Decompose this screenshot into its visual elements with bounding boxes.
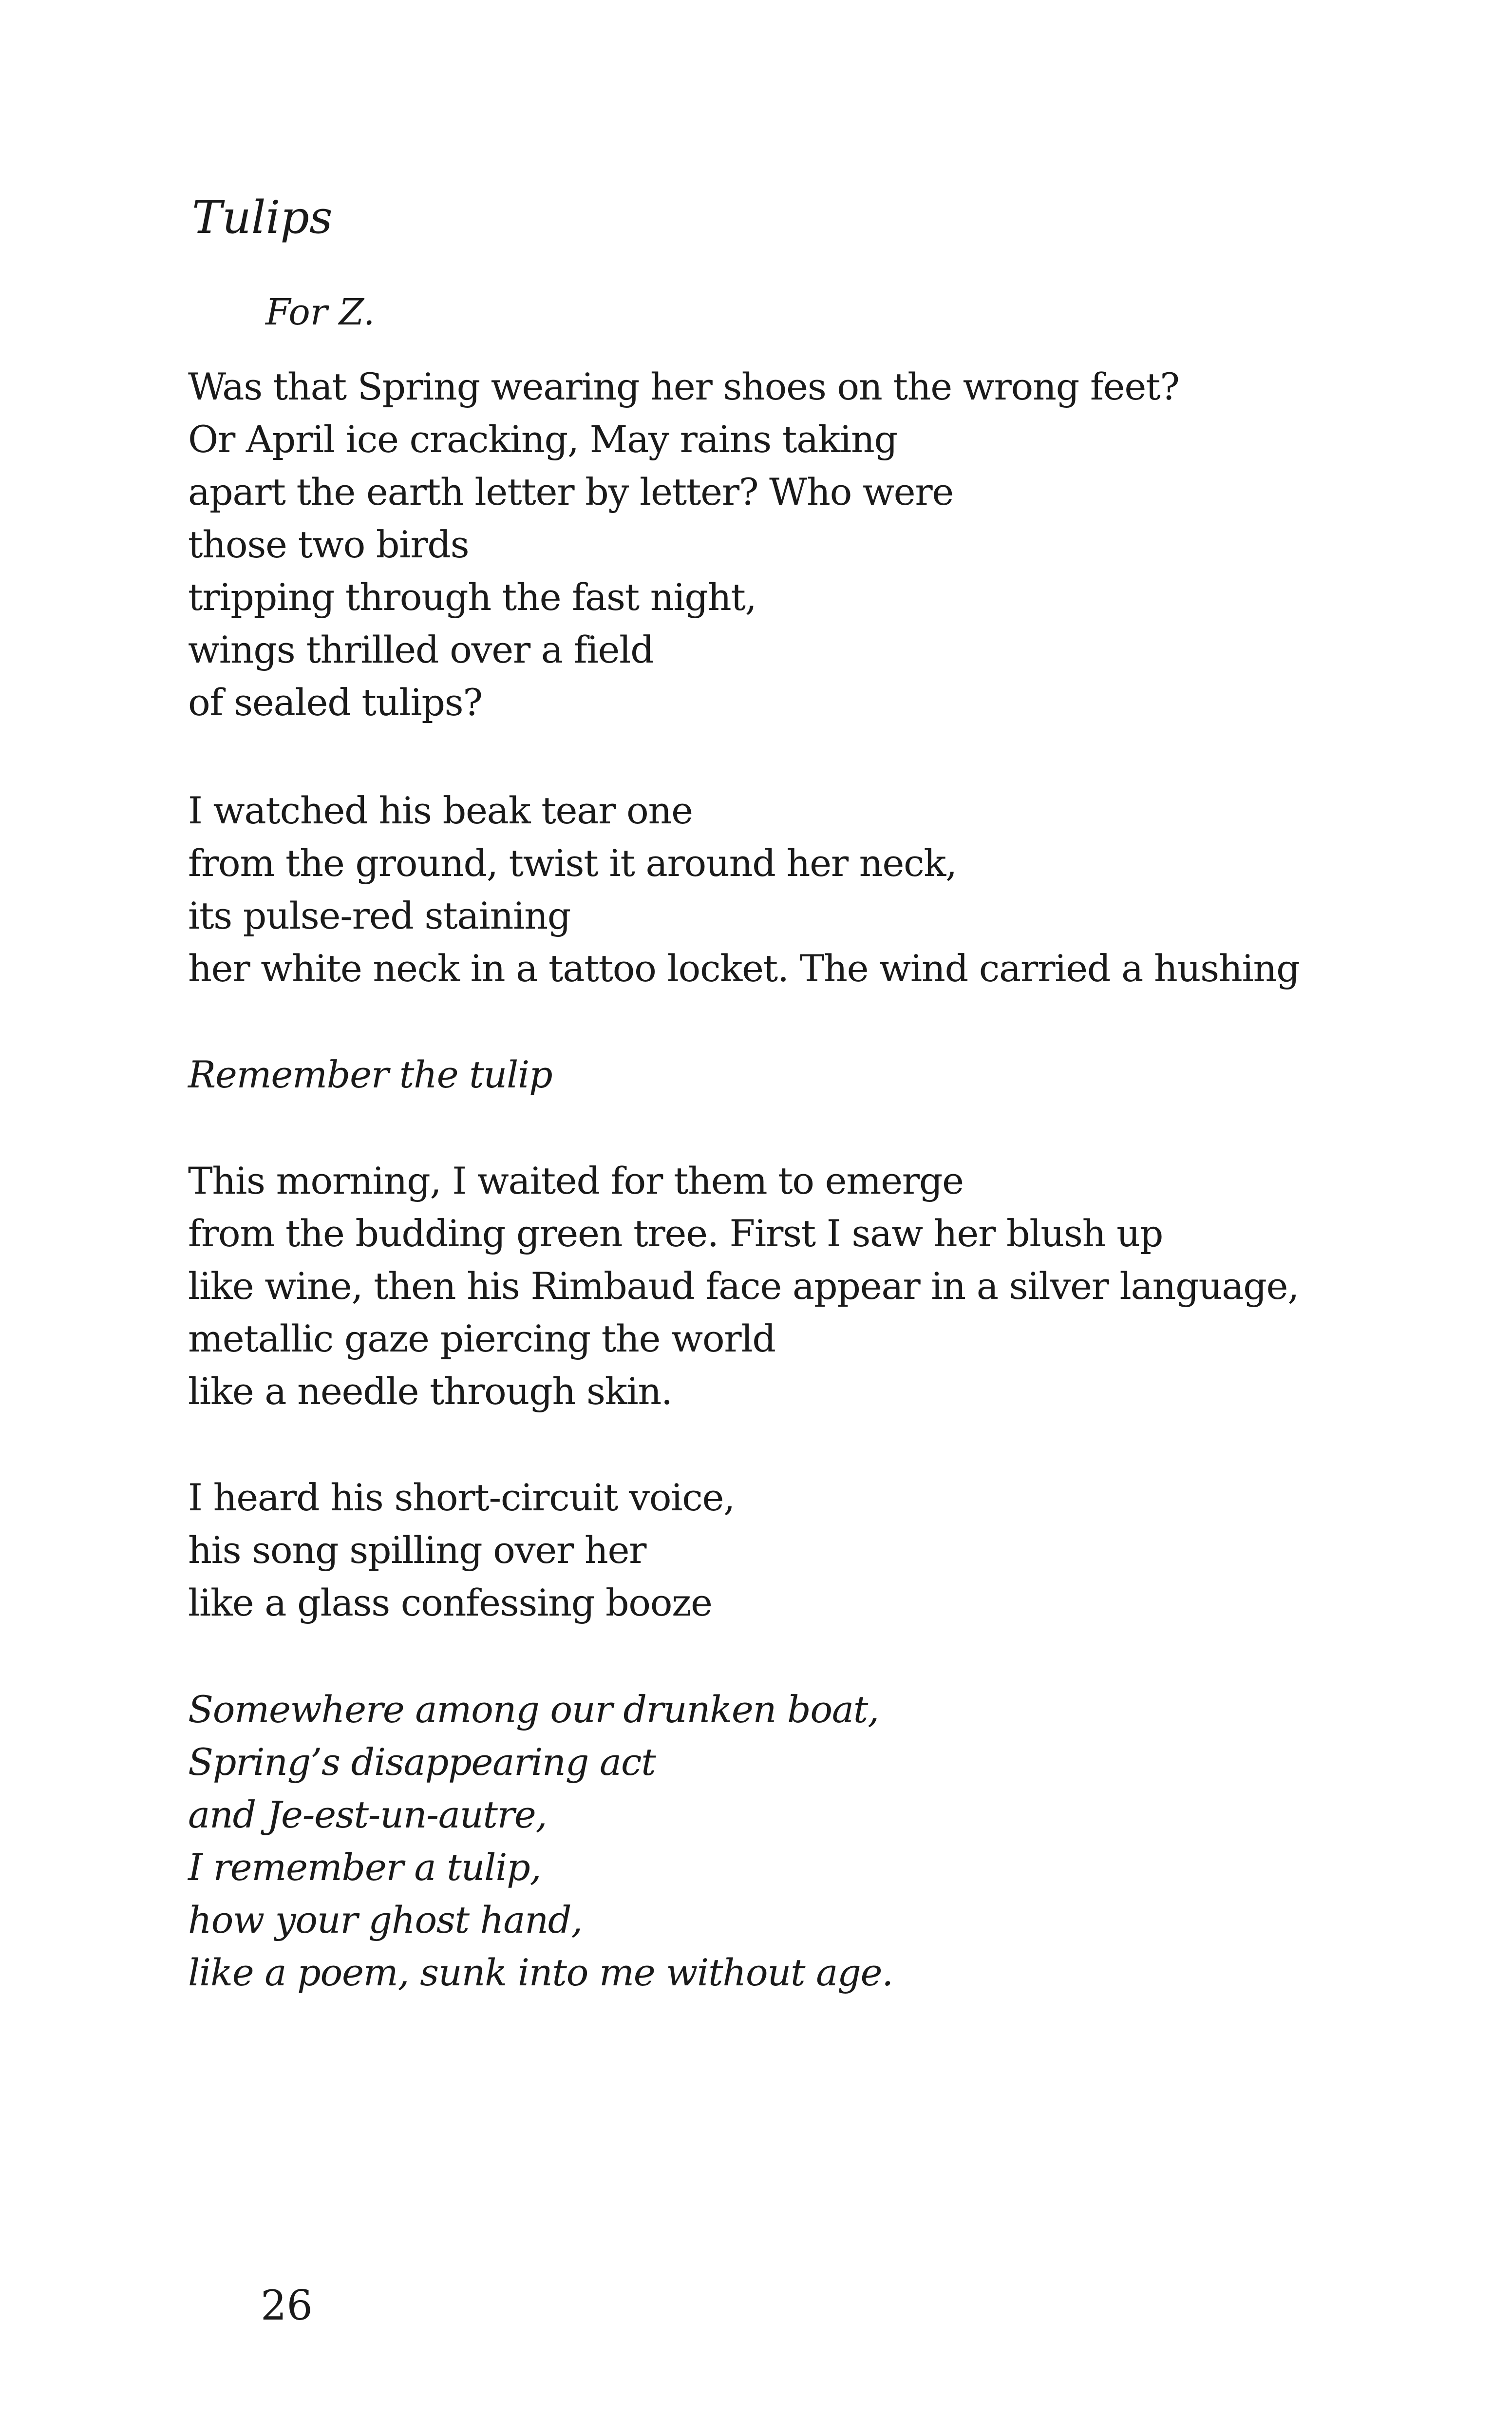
poem-line: like a poem, sunk into me without age. — [188, 1951, 893, 1994]
poem-line: from the ground, twist it around her neck, — [188, 841, 957, 885]
poem-line: tripping through the fast night, — [188, 575, 756, 619]
poem-line: Spring’s disappearing act — [188, 1740, 656, 1784]
poem-line: those two birds — [188, 523, 469, 566]
poem-line: apart the earth letter by letter? Who were — [188, 470, 954, 514]
poem-line: and Je-est-un-autre, — [188, 1793, 547, 1836]
poem-dedication: For Z. — [265, 291, 375, 333]
poem-line: of sealed tulips? — [188, 681, 482, 724]
poem-line: like wine, then his Rimbaud face appear in a silver language, — [188, 1264, 1299, 1308]
poem-line: wings thrilled over a field — [188, 628, 654, 671]
poem-line: I watched his beak tear one — [188, 789, 693, 832]
poem-line: its pulse-red staining — [188, 894, 571, 937]
stanza-2 — [188, 784, 1300, 995]
stanza-4 — [188, 1155, 1299, 1418]
poem-line: like a glass confessing booze — [188, 1581, 712, 1624]
stanza-3-refrain — [188, 1048, 552, 1101]
poem-line: her white neck in a tattoo locket. The wind carried a hushing — [188, 947, 1300, 990]
poem-line: I remember a tulip, — [188, 1846, 541, 1889]
poem-line: I heard his short-circuit voice, — [188, 1476, 735, 1519]
stanza-5 — [188, 1471, 735, 1629]
poem-line: his song spilling over her — [188, 1528, 646, 1572]
poem-line: metallic gaze piercing the world — [188, 1317, 775, 1360]
poem-title: Tulips — [192, 191, 333, 244]
poem-line: This morning, I waited for them to emerge — [188, 1159, 964, 1202]
poem-line: Was that Spring wearing her shoes on the wrong feet? — [188, 365, 1179, 408]
poem-line: Somewhere among our drunken boat, — [188, 1688, 879, 1731]
poem-line: Remember the tulip — [188, 1053, 552, 1096]
poem-line: like a needle through skin. — [188, 1370, 672, 1413]
stanza-1 — [188, 361, 1179, 729]
stanza-6 — [188, 1683, 893, 1999]
poem-line: Or April ice cracking, May rains taking — [188, 418, 897, 461]
poem-line: from the budding green tree. First I saw her blush up — [188, 1212, 1163, 1255]
poem-line: how your ghost hand, — [188, 1898, 583, 1941]
page-number: 26 — [261, 2282, 313, 2329]
